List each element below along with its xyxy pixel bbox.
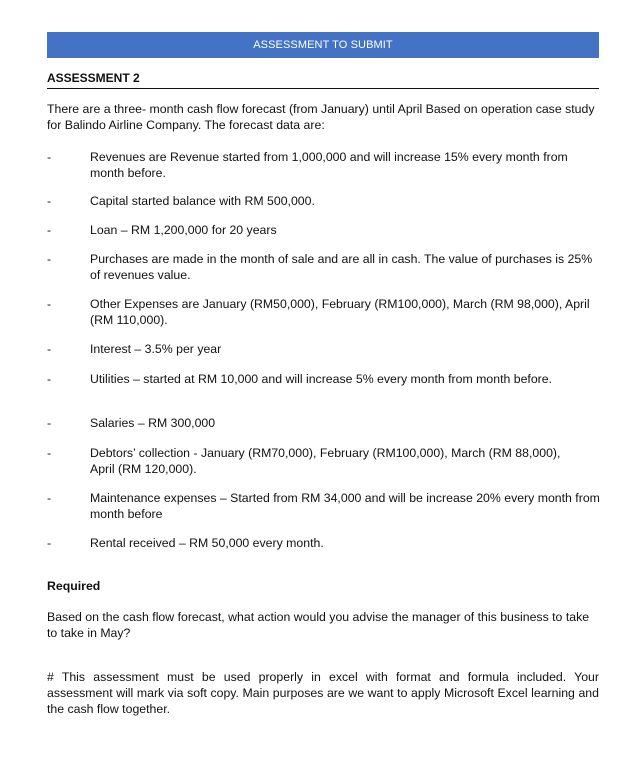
list-item — [47, 490, 603, 522]
list-item — [47, 371, 567, 387]
bullet-dash: - — [47, 223, 52, 237]
assessment-banner — [47, 32, 599, 58]
list-item — [47, 535, 599, 551]
list-item-text: Rental received – RM 50,000 every month. — [90, 536, 324, 550]
bullet-dash: - — [47, 536, 52, 550]
bullet-dash: - — [47, 491, 52, 505]
list-item — [47, 222, 599, 238]
bullet-dash: - — [47, 252, 52, 266]
bullet-dash: - — [47, 297, 52, 311]
list-item-text: Revenues are Revenue started from 1,000,000 and will increase 15% every month from month before. — [90, 150, 568, 180]
list-item — [47, 445, 567, 477]
list-item-text: Loan – RM 1,200,000 for 20 years — [90, 223, 277, 237]
list-item — [47, 341, 599, 357]
required-label: Required — [47, 579, 101, 593]
list-item-text: Capital started balance with RM 500,000. — [90, 194, 315, 208]
list-item — [47, 193, 599, 209]
list-item — [47, 149, 595, 181]
list-item-text: Other Expenses are January (RM50,000), February (RM100,000), March (RM 98,000), April (RM 110,000). — [90, 297, 590, 327]
banner-title: ASSESSMENT TO SUBMIT — [253, 39, 393, 51]
list-item-text: Interest – 3.5% per year — [90, 342, 222, 356]
required-question: Based on the cash flow forecast, what action would you advise the manager of this business to take to take in May? — [47, 610, 590, 640]
list-item-text: Utilities – started at RM 10,000 and will increase 5% every month from month before. — [90, 372, 553, 386]
bullet-dash: - — [47, 416, 52, 430]
bullet-dash: - — [47, 446, 52, 460]
bullet-dash: - — [47, 372, 52, 386]
list-item — [47, 415, 599, 431]
list-item — [47, 296, 599, 328]
list-item — [47, 251, 599, 283]
bullet-dash: - — [47, 342, 52, 356]
list-item-text: Purchases are made in the month of sale and are all in cash. The value of purchases is 25% of revenues value. — [90, 252, 593, 282]
section-heading: ASSESSMENT 2 — [47, 71, 599, 89]
intro-paragraph: There are a three- month cash flow forecast (from January) until April Based on operation case study for Balindo Airline Company. The forecast data are: — [47, 102, 595, 132]
assessment-note: # This assessment must be used properly in excel with format and formula included. Your assessment will mark via soft copy. Main purposes are we want to apply Microsoft Excel learning and the cash flow together. — [47, 670, 599, 716]
bullet-dash: - — [47, 150, 52, 164]
list-item-text: Debtors’ collection - January (RM70,000), February (RM100,000), March (RM 88,000), April (RM 120,000). — [90, 446, 561, 476]
list-item-text: Salaries – RM 300,000 — [90, 416, 216, 430]
list-item-text: Maintenance expenses – Started from RM 34,000 and will be increase 20% every month from month before — [90, 491, 600, 521]
bullet-dash: - — [47, 194, 52, 208]
